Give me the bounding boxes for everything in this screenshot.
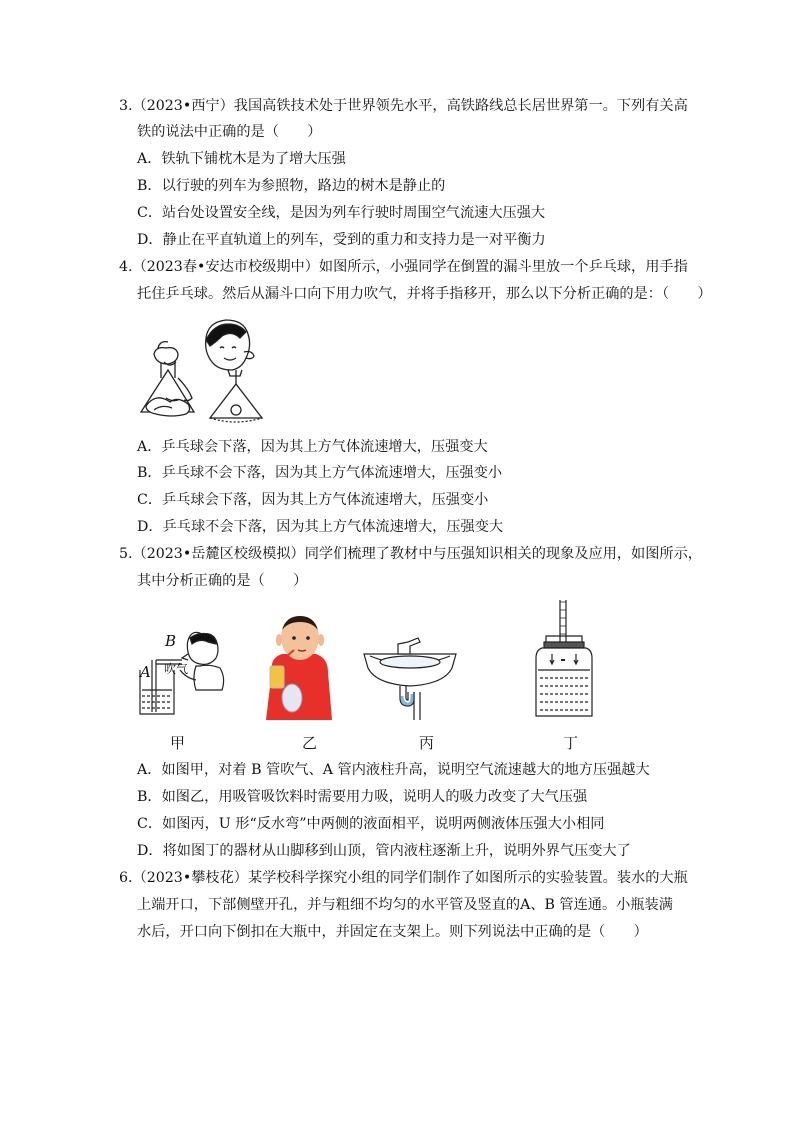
- q5-figure-ding: [532, 598, 596, 722]
- q3-option-c: C．站台处设置安全线，是因为列车行驶时周围空气流速大压强大: [137, 205, 546, 221]
- q5-option-b: B．如图乙，用吸管吸饮料时需要用力吸，说明人的吸力改变了大气压强: [137, 789, 588, 805]
- q5-fig-jia-label-blow: 吹气: [164, 662, 189, 676]
- q5-fig-jia-label-a: A: [140, 663, 151, 681]
- q3-option-b: B．以行驶的列车为参照物，路边的树木是静止的: [137, 178, 446, 194]
- q3-option-d: D．静止在平直轨道上的列车，受到的重力和支持力是一对平衡力: [137, 232, 546, 248]
- q5-option-d: D．将如图丁的器材从山脚移到山顶，管内液柱逐渐上升，说明外界气压变大了: [137, 843, 631, 859]
- q5-caption-yi: 乙: [302, 734, 318, 752]
- q4-option-b: B．乒乓球不会下落，因为其上方气体流速增大，压强变小: [137, 465, 503, 481]
- q5-figure-yi: [262, 612, 336, 720]
- q3-stem-line2: 铁的说法中正确的是（ ）: [137, 124, 322, 140]
- q5-option-c: C．如图丙，U 形“反水弯”中两侧的液面相平，说明两侧液体压强大小相同: [137, 816, 605, 832]
- q4-stem-line2: 托住乒乓球。然后从漏斗口向下用力吹气，并将手指移开，那么以下分析正确的是：（ ）: [137, 286, 712, 302]
- q6-stem-line1: 6.（2023•攀枝花）某学校科学探究小组的同学们制作了如图所示的实验装置。装水的大瓶: [119, 870, 688, 886]
- q5-stem-line1: 5.（2023•岳麓区校级模拟）同学们梳理了教材中与压强知识相关的现象及应用，如图所示，: [119, 546, 702, 562]
- q6-stem-line3: 水后，开口向下倒扣在大瓶中，并固定在支架上。则下列说法中正确的是（ ）: [137, 924, 648, 940]
- q5-stem-line2: 其中分析正确的是（ ）: [137, 573, 308, 589]
- q3-option-a: A．铁轨下铺枕木是为了增大压强: [137, 151, 346, 167]
- q5-figure-bing: [360, 632, 460, 722]
- q6-stem-line2: 上端开口，下部侧壁开孔，并与粗细不均匀的水平管及竖直的A、B 管连通。小瓶装满: [137, 897, 673, 913]
- q4-option-c: C．乒乓球会下落，因为其上方气体流速增大，压强变小: [137, 492, 489, 508]
- q4-option-a: A．乒乓球会下落，因为其上方气体流速增大，压强变大: [137, 439, 488, 455]
- q4-stem-line1: 4.（2023春•安达市校级期中）如图所示，小强同学在倒置的漏斗里放一个乒乓球，用手指: [119, 259, 688, 275]
- q4-funnel-figure: [136, 318, 266, 426]
- q4-option-d: D．乒乓球不会下落，因为其上方气体流速增大，压强变大: [137, 519, 504, 535]
- q5-fig-jia-label-b: B: [165, 632, 177, 650]
- q3-stem-line1: 3.（2023•西宁）我国高铁技术处于世界领先水平，高铁路线总长居世界第一。下列有关高: [119, 98, 688, 114]
- q5-caption-jia: 甲: [170, 734, 186, 752]
- q5-caption-bing: 丙: [419, 734, 435, 752]
- q5-caption-ding: 丁: [563, 734, 579, 752]
- q5-option-a: A．如图甲，对着 B 管吹气、A 管内液柱升高，说明空气流速越大的地方压强越大: [137, 762, 650, 778]
